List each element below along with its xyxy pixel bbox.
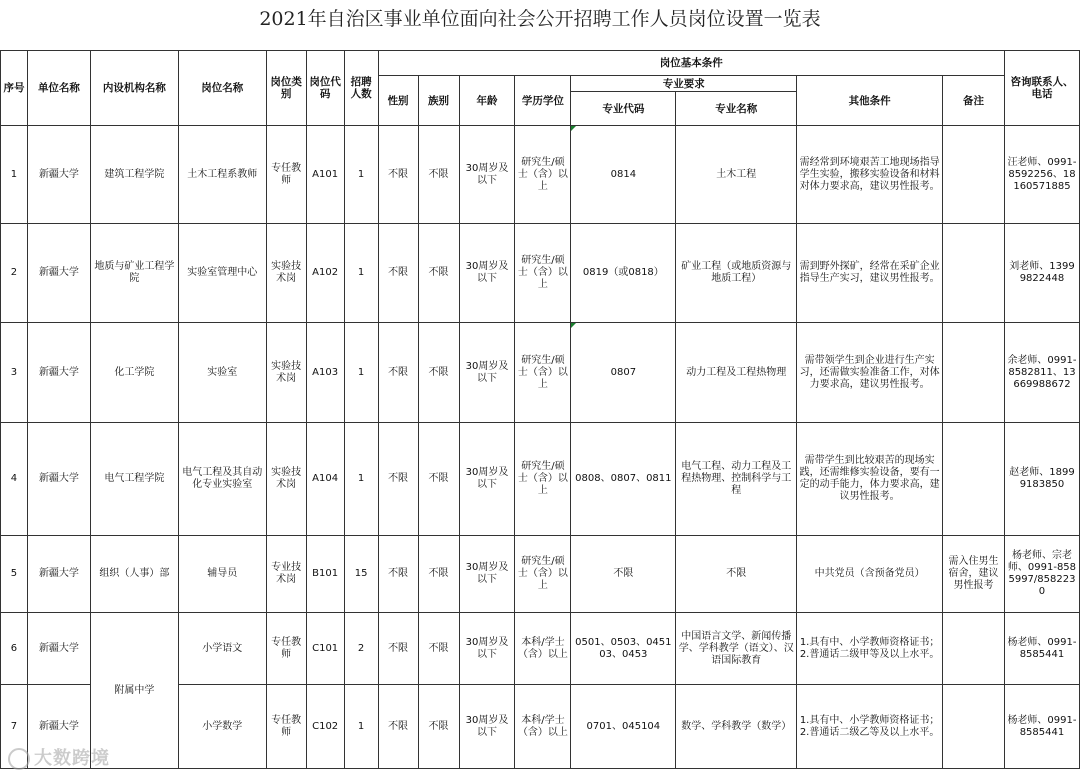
cell-major-code: 0701、045104 [571, 685, 676, 769]
cell-education: 研究生/硕士（含）以上 [515, 224, 571, 323]
document-title: 2021年自治区事业单位面向社会公开招聘工作人员岗位设置一览表 [259, 8, 821, 30]
cell-other-conditions: 中共党员（含预备党员） [797, 536, 943, 613]
cell-remark [943, 613, 1005, 685]
cell-other-conditions: 需带学生到比较艰苦的现场实践，还需维修实验设备，要有一定的动手能力，体力要求高，建议男性报考。 [797, 423, 943, 536]
cell-unit: 新疆大学 [27, 536, 90, 613]
cell-other-conditions: 1.具有中、小学教师资格证书；2.普通话二级乙等及以上水平。 [797, 685, 943, 769]
cell-post: 电气工程及其自动化专业实验室 [178, 423, 266, 536]
table-row [1, 126, 1080, 224]
cell-code: A102 [306, 224, 344, 323]
cell-gender: 不限 [378, 613, 418, 685]
cell-major-name: 数学、学科教学（数学） [676, 685, 797, 769]
cell-dept: 建筑工程学院 [90, 126, 178, 224]
cell-education: 本科/学士（含）以上 [515, 685, 571, 769]
cell-other-conditions: 1.具有中、小学教师资格证书；2.普通话二级甲等及以上水平。 [797, 613, 943, 685]
cell-contact: 汪老师、0991-8592256、18160571885 [1004, 126, 1079, 224]
cell-count: 1 [344, 423, 378, 536]
cell-major-code: 0808、0807、0811 [571, 423, 676, 536]
cell-count: 15 [344, 536, 378, 613]
table-row [1, 536, 1080, 613]
cell-gender: 不限 [378, 126, 418, 224]
cell-contact: 赵老师、18999183850 [1004, 423, 1079, 536]
cell-other-conditions: 需带领学生到企业进行生产实习，还需做实验准备工作，对体力要求高，建议男性报考。 [797, 323, 943, 423]
cell-ethnic: 不限 [418, 323, 459, 423]
cell-post: 土木工程系教师 [178, 126, 266, 224]
cell-ethnic: 不限 [418, 224, 459, 323]
cell-contact: 刘老师、13999822448 [1004, 224, 1079, 323]
cell-post: 小学数学 [178, 685, 266, 769]
cell-ethnic: 不限 [418, 423, 459, 536]
header-major-name: 专业名称 [676, 92, 797, 126]
cell-major-code: 0819（或0818） [571, 224, 676, 323]
cell-seq: 1 [1, 126, 28, 224]
cell-code: B101 [306, 536, 344, 613]
cell-gender: 不限 [378, 323, 418, 423]
cell-age: 30周岁及以下 [459, 685, 515, 769]
cell-unit: 新疆大学 [27, 126, 90, 224]
header-ethnic: 族别 [418, 76, 459, 126]
cell-remark [943, 423, 1005, 536]
cell-age: 30周岁及以下 [459, 423, 515, 536]
table-row [1, 423, 1080, 536]
cell-seq: 3 [1, 323, 28, 423]
header-other-conditions: 其他条件 [797, 76, 943, 126]
header-code: 岗位代码 [306, 51, 344, 126]
cell-remark [943, 685, 1005, 769]
cell-post: 实验室 [178, 323, 266, 423]
cell-category: 实验技术岗 [266, 423, 306, 536]
cell-other-conditions: 需经常到环境艰苦工地现场指导学生实验，搬移实验设备和材料对体力要求高，建议男性报考。 [797, 126, 943, 224]
header-remark: 备注 [943, 76, 1005, 126]
header-category: 岗位类别 [266, 51, 306, 126]
cell-education: 研究生/硕士（含）以上 [515, 126, 571, 224]
table-row [1, 613, 1080, 685]
header-gender: 性别 [378, 76, 418, 126]
header-seq: 序号 [1, 51, 28, 126]
cell-major-code: 0807 [571, 323, 676, 423]
table-row [1, 323, 1080, 423]
cell-post: 实验室管理中心 [178, 224, 266, 323]
cell-contact: 杨老师、0991-8585441 [1004, 685, 1079, 769]
cell-education: 研究生/硕士（含）以上 [515, 536, 571, 613]
cell-unit: 新疆大学 [27, 423, 90, 536]
header-unit: 单位名称 [27, 51, 90, 126]
cell-category: 专业技术岗 [266, 536, 306, 613]
cell-seq: 6 [1, 613, 28, 685]
cell-gender: 不限 [378, 224, 418, 323]
cell-code: A103 [306, 323, 344, 423]
cell-dept: 组织（人事）部 [90, 536, 178, 613]
cell-age: 30周岁及以下 [459, 323, 515, 423]
cell-remark [943, 126, 1005, 224]
table-row [1, 224, 1080, 323]
cell-age: 30周岁及以下 [459, 613, 515, 685]
watermark-logo-icon [8, 748, 30, 770]
cell-age: 30周岁及以下 [459, 224, 515, 323]
cell-major-name: 矿业工程（或地质资源与地质工程） [676, 224, 797, 323]
cell-dept: 地质与矿业工程学院 [90, 224, 178, 323]
cell-unit: 新疆大学 [27, 613, 90, 685]
watermark-text: 大数跨境 [34, 748, 110, 769]
header-basic-conditions: 岗位基本条件 [378, 51, 1004, 76]
cell-major-code: 0501、0503、045103、0453 [571, 613, 676, 685]
cell-contact: 杨老师、宗老师、0991-8585997/8582230 [1004, 536, 1079, 613]
cell-major-name: 电气工程、动力工程及工程热物理、控制科学与工程 [676, 423, 797, 536]
watermark [8, 744, 110, 770]
cell-major-code: 0814 [571, 126, 676, 224]
cell-unit: 新疆大学 [27, 224, 90, 323]
cell-code: A104 [306, 423, 344, 536]
cell-contact: 余老师、0991-8582811、13669988672 [1004, 323, 1079, 423]
cell-gender: 不限 [378, 536, 418, 613]
cell-contact: 杨老师、0991-8585441 [1004, 613, 1079, 685]
cell-category: 专任教师 [266, 685, 306, 769]
cell-ethnic: 不限 [418, 685, 459, 769]
cell-dept: 附属中学 [90, 613, 178, 769]
cell-major-name: 土木工程 [676, 126, 797, 224]
cell-age: 30周岁及以下 [459, 536, 515, 613]
cell-category: 专任教师 [266, 613, 306, 685]
cell-remark [943, 323, 1005, 423]
cell-unit: 新疆大学 [27, 323, 90, 423]
header-count: 招聘人数 [344, 51, 378, 126]
header-major-requirement: 专业要求 [571, 76, 797, 92]
cell-category: 实验技术岗 [266, 323, 306, 423]
cell-other-conditions: 需到野外探矿，经常在采矿企业指导生产实习，建议男性报考。 [797, 224, 943, 323]
cell-major-name: 中国语言文学、新闻传播学、学科教学（语文）、汉语国际教育 [676, 613, 797, 685]
header-education: 学历学位 [515, 76, 571, 126]
cell-gender: 不限 [378, 423, 418, 536]
cell-count: 1 [344, 126, 378, 224]
cell-seq: 2 [1, 224, 28, 323]
cell-dept: 化工学院 [90, 323, 178, 423]
cell-education: 本科/学士（含）以上 [515, 613, 571, 685]
cell-count: 2 [344, 613, 378, 685]
cell-education: 研究生/硕士（含）以上 [515, 323, 571, 423]
cell-post: 辅导员 [178, 536, 266, 613]
cell-seq: 5 [1, 536, 28, 613]
cell-dept: 电气工程学院 [90, 423, 178, 536]
cell-seq: 4 [1, 423, 28, 536]
recruitment-table [0, 50, 1080, 769]
cell-age: 30周岁及以下 [459, 126, 515, 224]
header-contact: 咨询联系人、电话 [1004, 51, 1079, 126]
header-post: 岗位名称 [178, 51, 266, 126]
cell-category: 实验技术岗 [266, 224, 306, 323]
cell-count: 1 [344, 685, 378, 769]
cell-major-name: 不限 [676, 536, 797, 613]
cell-education: 研究生/硕士（含）以上 [515, 423, 571, 536]
cell-ethnic: 不限 [418, 613, 459, 685]
cell-seq: 7 [1, 685, 28, 769]
cell-code: C101 [306, 613, 344, 685]
cell-gender: 不限 [378, 685, 418, 769]
cell-category: 专任教师 [266, 126, 306, 224]
cell-remark [943, 224, 1005, 323]
cell-major-code: 不限 [571, 536, 676, 613]
cell-ethnic: 不限 [418, 126, 459, 224]
cell-ethnic: 不限 [418, 536, 459, 613]
cell-code: A101 [306, 126, 344, 224]
header-major-code: 专业代码 [571, 92, 676, 126]
cell-major-name: 动力工程及工程热物理 [676, 323, 797, 423]
cell-code: C102 [306, 685, 344, 769]
cell-count: 1 [344, 323, 378, 423]
cell-post: 小学语文 [178, 613, 266, 685]
header-dept: 内设机构名称 [90, 51, 178, 126]
cell-count: 1 [344, 224, 378, 323]
cell-unit: 新疆大学 [27, 685, 90, 769]
cell-remark: 需入住男生宿舍，建议男性报考 [943, 536, 1005, 613]
header-age: 年龄 [459, 76, 515, 126]
